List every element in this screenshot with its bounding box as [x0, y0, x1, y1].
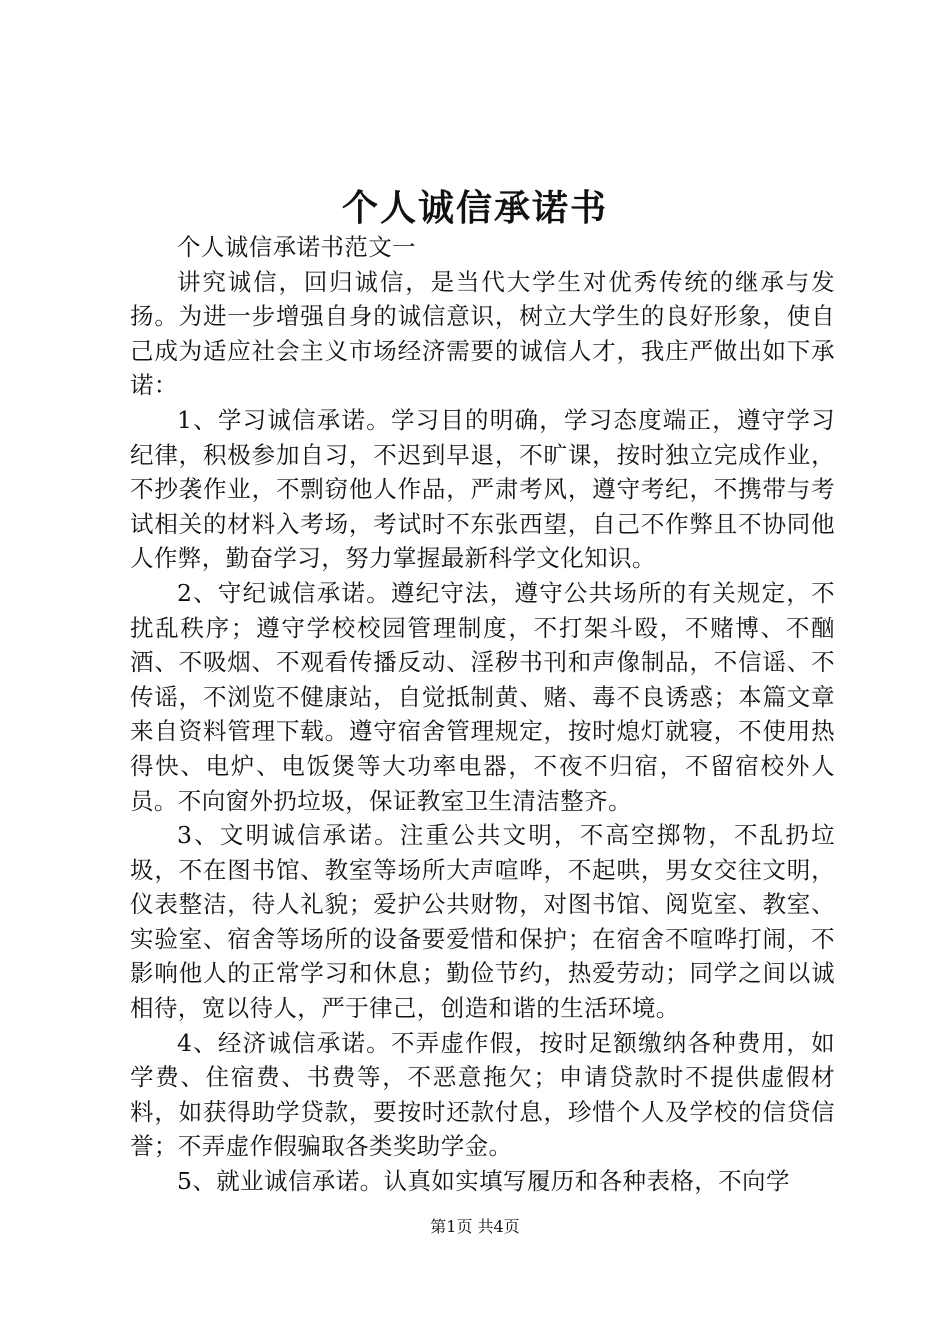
intro-paragraph: 讲究诚信，回归诚信，是当代大学生对优秀传统的继承与发扬。为进一步增强自身的诚信意识，树立大学生的良好形象，使自己成为适应社会主义市场经济需要的诚信人才，我庄严做出如下承诺： — [130, 267, 835, 400]
study-pledge-paragraph: 1、学习诚信承诺。学习目的明确，学习态度端正，遵守学习纪律，积极参加自习，不迟到早退，不旷课，按时独立完成作业，不抄袭作业，不剽窃他人作品，严肃考风，遵守考纪，不携带与考试相关的材料入考场，考试时不东张西望，自己不作弊且不协同他人作弊，勤奋学习，努力掌握最新科学文化知识。 — [130, 405, 835, 573]
subtitle-paragraph: 个人诚信承诺书范文一 — [177, 233, 416, 261]
civility-pledge-paragraph: 3、文明诚信承诺。注重公共文明，不高空掷物，不乱扔垃圾，不在图书馆、教室等场所大声喧哗，不起哄，男女交往文明，仪表整洁，待人礼貌；爱护公共财物，对图书馆、阅览室、教室、实验室、宿舍等场所的设备要爱惜和保护；在宿舍不喧哗打闹，不影响他人的正常学习和休息；勤俭节约，热爱劳动；同学之间以诚相待，宽以待人，严于律己，创造和谐的生活环境。 — [130, 821, 835, 1023]
document-body — [130, 230, 835, 1199]
employment-pledge-paragraph: 5、就业诚信承诺。认真如实填写履历和各种表格，不向学 — [177, 1167, 790, 1196]
economic-pledge-paragraph: 4、经济诚信承诺。不弄虚作假，按时足额缴纳各种费用，如学费、住宿费、书费等，不恶意拖欠；申请贷款时不提供虚假材料，如获得助学贷款，要按时还款付息，珍惜个人及学校的信贷信誉；不弄虚作假骗取各类奖助学金。 — [130, 1028, 835, 1161]
discipline-pledge-paragraph: 2、守纪诚信承诺。遵纪守法，遵守公共场所的有关规定，不扰乱秩序；遵守学校校园管理制度，不打架斗殴，不赌博、不酗酒、不吸烟、不观看传播反动、淫秽书刊和声像制品，不信谣、不传谣，不浏览不健康站，自觉抵制黄、赌、毒不良诱惑；本篇文章来自资料管理下载。遵守宿舍管理规定，按时熄灯就寝，不使用热得快、电炉、电饭煲等大功率电器，不夜不归宿，不留宿校外人员。不向窗外扔垃圾，保证教室卫生清洁整齐。 — [130, 578, 835, 815]
page-number-footer: 第1页 共4页 — [430, 1217, 520, 1236]
document-title: 个人诚信承诺书 — [341, 187, 608, 229]
